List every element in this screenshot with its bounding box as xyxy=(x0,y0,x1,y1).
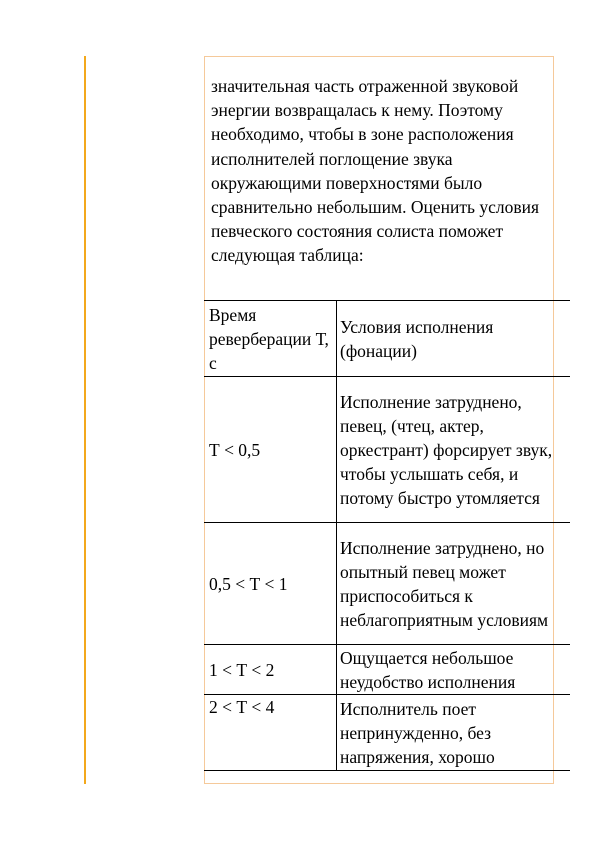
cell-condition: Исполнение затруднено, певец, (чтец, актер, оркестрант) форсирует звук, чтобы услышать себя, и потому быстро утомляется xyxy=(337,377,571,523)
header-cell-conditions: Условия исполнения (фонации) xyxy=(337,301,571,377)
table-row xyxy=(204,523,570,645)
cell-condition: Ощущается небольшое неудобство исполнения xyxy=(337,645,571,695)
body-paragraph: значительная часть отраженной звуковой энергии возвращалась к нему. Поэтому необходимо, чтобы в зоне расположения исполнителей поглощение звука окружающими поверхностями было сравнительно небольшим. Оценить условия певческого состояния солиста поможет следующая таблица: xyxy=(211,76,540,266)
table-row xyxy=(204,645,570,695)
cell-time: 2 < Т < 4 xyxy=(204,695,337,771)
cell-time: 1 < Т < 2 xyxy=(204,645,337,695)
cell-time: 0,5 < Т < 1 xyxy=(204,523,337,645)
margin-rule xyxy=(84,56,86,784)
cell-condition: Исполнитель поет непринужденно, без напряжения, хорошо xyxy=(337,695,571,771)
header-cell-time: Время реверберации Т, с xyxy=(204,301,337,377)
table-row xyxy=(204,695,570,771)
table-header-row xyxy=(204,301,570,377)
table-row xyxy=(204,377,570,523)
cell-time: Т < 0,5 xyxy=(204,377,337,523)
reverberation-table xyxy=(204,300,570,771)
cell-condition: Исполнение затруднено, но опытный певец может приспособиться к неблагоприятным условиям xyxy=(337,523,571,645)
